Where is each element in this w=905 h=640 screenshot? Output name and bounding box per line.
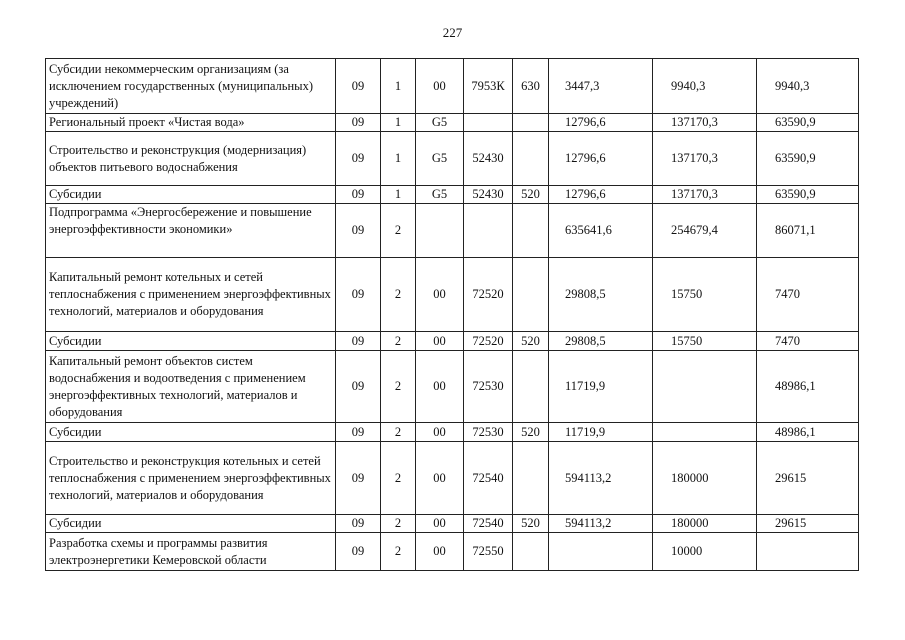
section-cell: 09 <box>336 204 381 258</box>
subsection-cell: 2 <box>381 533 416 571</box>
description-cell: Субсидии <box>46 515 336 533</box>
program-code-cell: 00 <box>416 59 464 114</box>
expense-type-cell <box>513 442 549 515</box>
table-row <box>46 59 859 114</box>
amount-year3-cell: 29615 <box>757 515 859 533</box>
section-cell: 09 <box>336 423 381 442</box>
direction-code-cell: 72520 <box>464 258 513 332</box>
amount-year3-cell: 29615 <box>757 442 859 515</box>
subsection-cell: 2 <box>381 332 416 351</box>
expense-type-cell <box>513 204 549 258</box>
amount-year2-cell: 10000 <box>653 533 757 571</box>
amount-year2-cell: 15750 <box>653 332 757 351</box>
program-code-cell: 00 <box>416 332 464 351</box>
expense-type-cell: 630 <box>513 59 549 114</box>
subsection-cell: 2 <box>381 258 416 332</box>
amount-year1-cell: 594113,2 <box>549 515 653 533</box>
subsection-cell: 2 <box>381 515 416 533</box>
amount-year3-cell: 7470 <box>757 258 859 332</box>
amount-year1-cell: 11719,9 <box>549 351 653 423</box>
amount-year2-cell: 137170,3 <box>653 132 757 186</box>
table-row <box>46 351 859 423</box>
amount-year1-cell: 12796,6 <box>549 186 653 204</box>
section-cell: 09 <box>336 442 381 515</box>
subsection-cell: 1 <box>381 114 416 132</box>
amount-year2-cell: 180000 <box>653 442 757 515</box>
table-row <box>46 515 859 533</box>
amount-year3-cell: 63590,9 <box>757 114 859 132</box>
amount-year1-cell <box>549 533 653 571</box>
direction-code-cell: 7953К <box>464 59 513 114</box>
description-cell: Капитальный ремонт объектов систем водоснабжения и водоотведения с применением энергоэффективных технологий, материалов и оборудования <box>46 351 336 423</box>
expense-type-cell: 520 <box>513 332 549 351</box>
amount-year3-cell: 7470 <box>757 332 859 351</box>
subsection-cell: 2 <box>381 351 416 423</box>
amount-year3-cell: 48986,1 <box>757 423 859 442</box>
section-cell: 09 <box>336 59 381 114</box>
subsection-cell: 1 <box>381 186 416 204</box>
section-cell: 09 <box>336 351 381 423</box>
table-row <box>46 423 859 442</box>
section-cell: 09 <box>336 533 381 571</box>
amount-year1-cell: 3447,3 <box>549 59 653 114</box>
program-code-cell: 00 <box>416 258 464 332</box>
budget-table <box>45 58 859 571</box>
description-cell: Региональный проект «Чистая вода» <box>46 114 336 132</box>
amount-year3-cell: 63590,9 <box>757 132 859 186</box>
table-row <box>46 204 859 258</box>
table-row <box>46 332 859 351</box>
expense-type-cell <box>513 114 549 132</box>
subsection-cell: 2 <box>381 442 416 515</box>
description-cell: Разработка схемы и программы развития электроэнергетики Кемеровской области <box>46 533 336 571</box>
description-cell: Субсидии <box>46 423 336 442</box>
table-row <box>46 132 859 186</box>
subsection-cell: 1 <box>381 132 416 186</box>
table-row <box>46 258 859 332</box>
expense-type-cell <box>513 533 549 571</box>
direction-code-cell: 72520 <box>464 332 513 351</box>
amount-year3-cell: 48986,1 <box>757 351 859 423</box>
amount-year1-cell: 29808,5 <box>549 258 653 332</box>
section-cell: 09 <box>336 332 381 351</box>
program-code-cell: 00 <box>416 533 464 571</box>
table-body <box>46 59 859 571</box>
amount-year3-cell: 63590,9 <box>757 186 859 204</box>
table-row <box>46 533 859 571</box>
section-cell: 09 <box>336 258 381 332</box>
amount-year1-cell: 594113,2 <box>549 442 653 515</box>
program-code-cell: 00 <box>416 351 464 423</box>
amount-year1-cell: 29808,5 <box>549 332 653 351</box>
amount-year2-cell: 137170,3 <box>653 114 757 132</box>
amount-year2-cell: 180000 <box>653 515 757 533</box>
amount-year3-cell: 9940,3 <box>757 59 859 114</box>
table-row <box>46 186 859 204</box>
page-number: 227 <box>442 25 463 40</box>
description-cell: Субсидии некоммерческим организациям (за исключением государственных (муниципальных) учреждений) <box>46 59 336 114</box>
subsection-cell: 2 <box>381 204 416 258</box>
expense-type-cell <box>513 351 549 423</box>
description-cell: Капитальный ремонт котельных и сетей теплоснабжения с применением энергоэффективных технологий, материалов и оборудования <box>46 258 336 332</box>
subsection-cell: 1 <box>381 59 416 114</box>
description-cell: Строительство и реконструкция (модернизация) объектов питьевого водоснабжения <box>46 132 336 186</box>
direction-code-cell: 72550 <box>464 533 513 571</box>
section-cell: 09 <box>336 114 381 132</box>
subsection-cell: 2 <box>381 423 416 442</box>
amount-year1-cell: 12796,6 <box>549 132 653 186</box>
description-cell: Субсидии <box>46 186 336 204</box>
amount-year2-cell: 15750 <box>653 258 757 332</box>
direction-code-cell <box>464 204 513 258</box>
program-code-cell: G5 <box>416 132 464 186</box>
expense-type-cell <box>513 258 549 332</box>
amount-year2-cell <box>653 423 757 442</box>
direction-code-cell: 72540 <box>464 515 513 533</box>
program-code-cell <box>416 204 464 258</box>
description-cell: Строительство и реконструкция котельных и сетей теплоснабжения с применением энергоэффективных технологий, материалов и оборудования <box>46 442 336 515</box>
direction-code-cell: 72530 <box>464 423 513 442</box>
section-cell: 09 <box>336 186 381 204</box>
description-cell: Субсидии <box>46 332 336 351</box>
amount-year1-cell: 11719,9 <box>549 423 653 442</box>
program-code-cell: G5 <box>416 186 464 204</box>
amount-year2-cell: 137170,3 <box>653 186 757 204</box>
program-code-cell: 00 <box>416 515 464 533</box>
program-code-cell: G5 <box>416 114 464 132</box>
amount-year1-cell: 12796,6 <box>549 114 653 132</box>
expense-type-cell: 520 <box>513 423 549 442</box>
program-code-cell: 00 <box>416 423 464 442</box>
amount-year2-cell: 9940,3 <box>653 59 757 114</box>
expense-type-cell: 520 <box>513 515 549 533</box>
table-row <box>46 442 859 515</box>
direction-code-cell <box>464 114 513 132</box>
section-cell: 09 <box>336 132 381 186</box>
program-code-cell: 00 <box>416 442 464 515</box>
amount-year2-cell <box>653 351 757 423</box>
direction-code-cell: 72540 <box>464 442 513 515</box>
table-row <box>46 114 859 132</box>
amount-year2-cell: 254679,4 <box>653 204 757 258</box>
direction-code-cell: 52430 <box>464 186 513 204</box>
amount-year1-cell: 635641,6 <box>549 204 653 258</box>
section-cell: 09 <box>336 515 381 533</box>
expense-type-cell: 520 <box>513 186 549 204</box>
direction-code-cell: 52430 <box>464 132 513 186</box>
amount-year3-cell <box>757 533 859 571</box>
expense-type-cell <box>513 132 549 186</box>
direction-code-cell: 72530 <box>464 351 513 423</box>
amount-year3-cell: 86071,1 <box>757 204 859 258</box>
description-cell: Подпрограмма «Энергосбережение и повышение энергоэффективности экономики» <box>46 204 336 258</box>
